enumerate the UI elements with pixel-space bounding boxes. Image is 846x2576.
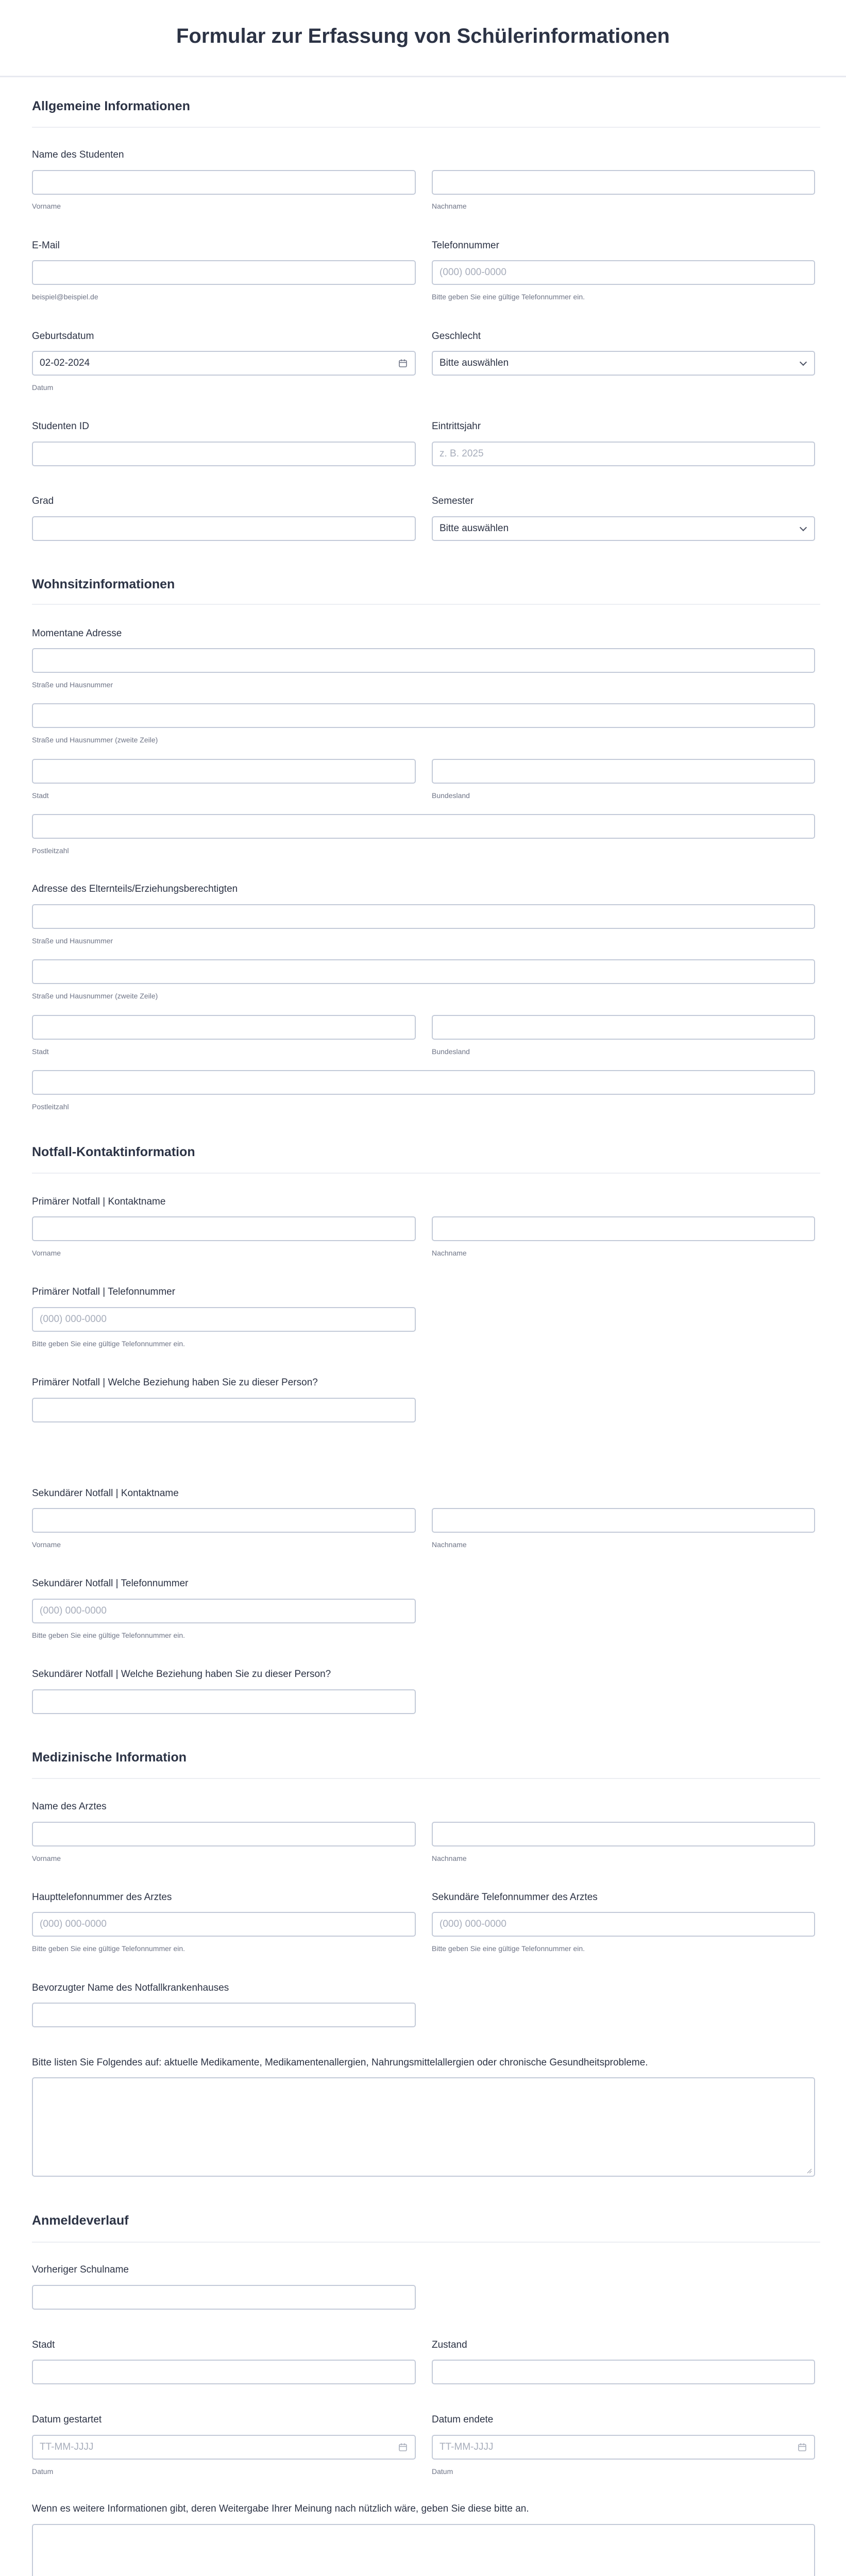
primary-phone-label: Primärer Notfall | Telefonnummer <box>32 1286 176 1297</box>
state-sublabel: Bundesland <box>432 791 470 800</box>
phone-hint: Bitte geben Sie eine gültige Telefonnummer ein. <box>32 1340 185 1348</box>
grade-label: Grad <box>32 496 54 506</box>
parent-street2-input[interactable] <box>32 959 815 984</box>
doctor-secondary-phone-input[interactable] <box>432 1912 815 1937</box>
date-started-placeholder: TT-MM-JJJJ <box>40 2442 94 2452</box>
previous-school-label: Vorheriger Schulname <box>32 2264 129 2275</box>
last-name-sublabel: Nachname <box>432 1249 467 1257</box>
date-started-label: Datum gestartet <box>32 2414 102 2425</box>
zip-sublabel: Postleitzahl <box>32 1103 69 1111</box>
student-first-name-input[interactable] <box>32 170 416 195</box>
parent-city-input[interactable] <box>32 1015 416 1040</box>
date-ended-input[interactable] <box>432 2435 815 2460</box>
parent-street-input[interactable] <box>32 904 815 929</box>
calendar-icon[interactable] <box>798 2443 807 2452</box>
phone-placeholder: (000) 000-0000 <box>40 1314 107 1325</box>
doctor-last-name-input[interactable] <box>432 1822 815 1846</box>
current-address-label: Momentane Adresse <box>32 628 122 639</box>
conditions-textarea[interactable] <box>32 2077 815 2177</box>
date-ended-placeholder: TT-MM-JJJJ <box>439 2442 494 2452</box>
first-name-sublabel: Vorname <box>32 1540 61 1549</box>
gender-label: Geschlecht <box>432 331 481 342</box>
section-divider <box>32 1173 820 1174</box>
hospital-label: Bevorzugter Name des Notfallkrankenhauses <box>32 1982 229 1993</box>
section-divider <box>32 604 820 605</box>
more-info-label: Wenn es weitere Informationen gibt, deren Weitergabe Ihrer Meinung nach nützlich wäre, geben Sie diese bitte an. <box>32 2503 529 2514</box>
student-id-label: Studenten ID <box>32 421 89 432</box>
gender-select[interactable] <box>432 351 815 376</box>
zip-sublabel: Postleitzahl <box>32 846 69 855</box>
previous-school-input[interactable] <box>32 2285 416 2310</box>
date-started-input[interactable] <box>32 2435 416 2460</box>
birth-date-label: Geburtsdatum <box>32 331 94 342</box>
current-street-input[interactable] <box>32 648 815 673</box>
street2-sublabel: Straße und Hausnummer (zweite Zeile) <box>32 992 158 1000</box>
doctor-secondary-phone-label: Sekundäre Telefonnummer des Arztes <box>432 1892 598 1903</box>
primary-first-name-input[interactable] <box>32 1216 416 1241</box>
street-sublabel: Straße und Hausnummer <box>32 681 113 689</box>
section-title-emergency: Notfall-Kontaktinformation <box>32 1145 195 1159</box>
enrollment-state-label: Zustand <box>432 2340 467 2350</box>
doctor-first-name-input[interactable] <box>32 1822 416 1846</box>
primary-relation-input[interactable] <box>32 1398 416 1422</box>
calendar-icon[interactable] <box>398 359 408 368</box>
date-started-sublabel: Datum <box>32 2467 54 2476</box>
city-sublabel: Stadt <box>32 791 49 800</box>
section-title-general: Allgemeine Informationen <box>32 99 190 113</box>
primary-relation-label: Primärer Notfall | Welche Beziehung haben Sie zu dieser Person? <box>32 1377 318 1388</box>
doctor-main-phone-input[interactable] <box>32 1912 416 1937</box>
last-name-sublabel: Nachname <box>432 1854 467 1862</box>
phone-hint: Bitte geben Sie eine gültige Telefonnummer ein. <box>432 1944 585 1953</box>
semester-select[interactable] <box>432 516 815 541</box>
street-sublabel: Straße und Hausnummer <box>32 937 113 945</box>
street2-sublabel: Straße und Hausnummer (zweite Zeile) <box>32 736 158 744</box>
secondary-first-name-input[interactable] <box>32 1508 416 1533</box>
date-ended-label: Datum endete <box>432 2414 494 2425</box>
phone-label: Telefonnummer <box>432 240 499 251</box>
grade-input[interactable] <box>32 516 416 541</box>
first-name-sublabel: Vorname <box>32 202 61 210</box>
current-street2-input[interactable] <box>32 703 815 728</box>
date-ended-sublabel: Datum <box>432 2467 453 2476</box>
city-sublabel: Stadt <box>32 1047 49 1056</box>
email-input[interactable] <box>32 260 416 285</box>
parent-address-label: Adresse des Elternteils/Erziehungsberechtigten <box>32 884 238 894</box>
header-divider <box>0 76 846 77</box>
first-name-sublabel: Vorname <box>32 1854 61 1862</box>
doctor-name-label: Name des Arztes <box>32 1801 107 1812</box>
calendar-icon[interactable] <box>398 2443 408 2452</box>
enrollment-state-input[interactable] <box>432 2360 815 2384</box>
hospital-input[interactable] <box>32 2003 416 2027</box>
section-title-enrollment: Anmeldeverlauf <box>32 2213 129 2228</box>
section-title-residence: Wohnsitzinformationen <box>32 577 175 591</box>
student-id-input[interactable] <box>32 442 416 466</box>
state-sublabel: Bundesland <box>432 1047 470 1056</box>
semester-selected: Bitte auswählen <box>439 523 509 534</box>
student-name-label: Name des Studenten <box>32 149 124 160</box>
last-name-sublabel: Nachname <box>432 1540 467 1549</box>
entry-year-label: Eintrittsjahr <box>432 421 481 432</box>
section-divider <box>32 2242 820 2243</box>
primary-last-name-input[interactable] <box>432 1216 815 1241</box>
parent-zip-input[interactable] <box>32 1070 815 1095</box>
section-divider <box>32 127 820 128</box>
section-title-medical: Medizinische Information <box>32 1750 187 1765</box>
parent-state-input[interactable] <box>432 1015 815 1040</box>
phone-hint: Bitte geben Sie eine gültige Telefonnummer ein. <box>32 1631 185 1639</box>
secondary-phone-input[interactable] <box>32 1599 416 1623</box>
page-title: Formular zur Erfassung von Schülerinformationen <box>176 25 670 47</box>
birth-date-value: 02-02-2024 <box>40 358 90 368</box>
chevron-down-icon <box>800 359 807 366</box>
phone-hint: Bitte geben Sie eine gültige Telefonnummer ein. <box>432 293 585 301</box>
phone-placeholder: (000) 000-0000 <box>439 1919 506 1929</box>
enrollment-city-input[interactable] <box>32 2360 416 2384</box>
primary-phone-input[interactable] <box>32 1307 416 1332</box>
phone-input[interactable] <box>432 260 815 285</box>
phone-placeholder: (000) 000-0000 <box>439 267 506 278</box>
secondary-relation-label: Sekundärer Notfall | Welche Beziehung haben Sie zu dieser Person? <box>32 1669 331 1680</box>
secondary-contact-name-label: Sekundärer Notfall | Kontaktname <box>32 1488 179 1499</box>
student-last-name-input[interactable] <box>432 170 815 195</box>
email-hint: beispiel@beispiel.de <box>32 293 98 301</box>
doctor-main-phone-label: Haupttelefonnummer des Arztes <box>32 1892 172 1903</box>
current-zip-input[interactable] <box>32 814 815 839</box>
primary-contact-name-label: Primärer Notfall | Kontaktname <box>32 1196 166 1207</box>
more-info-textarea[interactable] <box>32 2524 815 2576</box>
entry-year-placeholder: z. B. 2025 <box>439 448 484 459</box>
secondary-phone-label: Sekundärer Notfall | Telefonnummer <box>32 1578 189 1589</box>
enrollment-city-label: Stadt <box>32 2340 55 2350</box>
birth-date-input[interactable] <box>32 351 416 376</box>
chevron-down-icon <box>800 524 807 531</box>
gender-selected: Bitte auswählen <box>439 358 509 368</box>
phone-hint: Bitte geben Sie eine gültige Telefonnummer ein. <box>32 1944 185 1953</box>
first-name-sublabel: Vorname <box>32 1249 61 1257</box>
secondary-last-name-input[interactable] <box>432 1508 815 1533</box>
section-divider <box>32 1778 820 1779</box>
last-name-sublabel: Nachname <box>432 202 467 210</box>
birth-date-sublabel: Datum <box>32 383 54 392</box>
current-state-input[interactable] <box>432 759 815 784</box>
email-label: E-Mail <box>32 240 60 251</box>
current-city-input[interactable] <box>32 759 416 784</box>
phone-placeholder: (000) 000-0000 <box>40 1605 107 1616</box>
semester-label: Semester <box>432 496 474 506</box>
phone-placeholder: (000) 000-0000 <box>40 1919 107 1929</box>
entry-year-input[interactable] <box>432 442 815 466</box>
conditions-label: Bitte listen Sie Folgendes auf: aktuelle Medikamente, Medikamentenallergien, Nahrungsmittelallergien oder chronische Gesundheitsprobleme. <box>32 2057 648 2068</box>
resize-handle-icon[interactable] <box>806 2167 812 2174</box>
secondary-relation-input[interactable] <box>32 1689 416 1714</box>
